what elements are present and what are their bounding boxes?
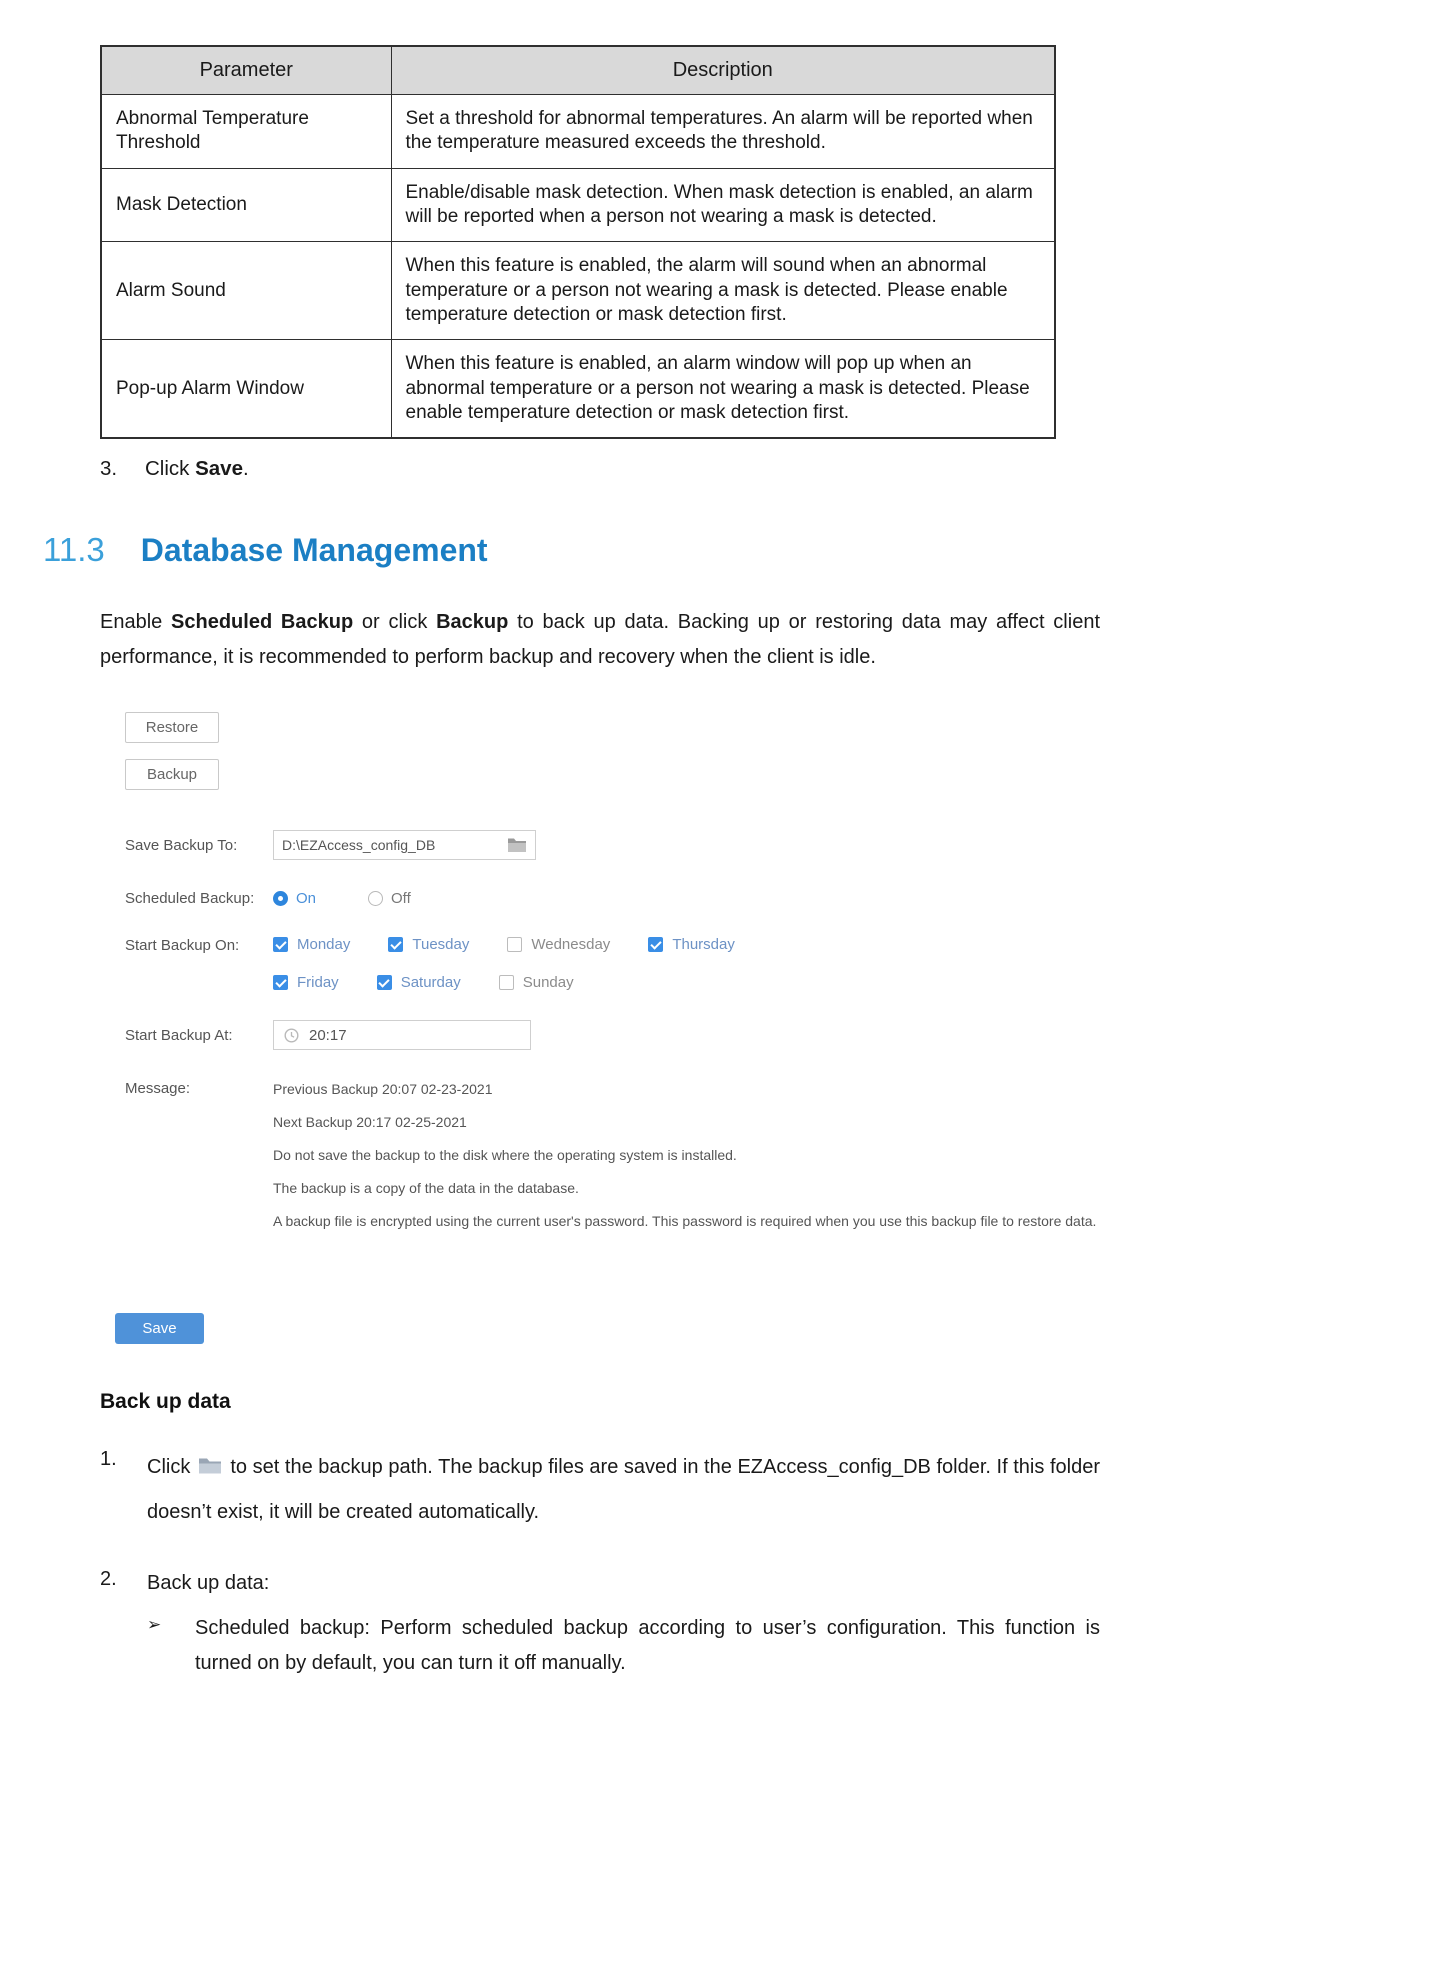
description-cell: When this feature is enabled, an alarm window will pop up when an abnormal temperature or a person not wearing a mask is detected. Please enable temperature detection or mask detection first. (391, 340, 1055, 438)
scheduled-backup-row (125, 889, 1100, 907)
backup-time-value: 20:17 (309, 1026, 347, 1044)
day-checkbox-thursday[interactable] (648, 936, 735, 953)
day-checkbox-monday[interactable] (273, 936, 350, 953)
checkbox-icon[interactable] (377, 975, 392, 990)
radio-off-icon[interactable] (368, 891, 383, 906)
message-label: Message: (125, 1080, 191, 1098)
message-line: Do not save the backup to the disk where the operating system is installed. (273, 1147, 737, 1164)
description-cell: Set a threshold for abnormal temperatures. An alarm will be reported when the temperature measured exceeds the threshold. (391, 95, 1055, 169)
checkbox-icon[interactable] (499, 975, 514, 990)
backup-data-heading: Back up data (100, 1390, 231, 1414)
start-backup-on-row (125, 936, 1100, 991)
clock-icon (284, 1028, 299, 1043)
parameter-cell: Abnormal Temperature Threshold (101, 95, 391, 169)
step-text-end: . (243, 457, 249, 481)
checkbox-icon[interactable] (273, 975, 288, 990)
parameter-cell: Pop-up Alarm Window (101, 340, 391, 438)
sub-list-item-1 (100, 1611, 1100, 1681)
save-button[interactable]: Save (115, 1313, 204, 1344)
intro-paragraph (100, 605, 1100, 674)
start-backup-at-label: Start Backup At: (125, 1027, 233, 1045)
message-lines (273, 1079, 1096, 1246)
day-checkbox-group (273, 936, 773, 991)
save-keyword: Save (195, 457, 243, 481)
backup-button[interactable]: Backup (125, 759, 219, 790)
section-number: 11.3 (43, 531, 105, 569)
description-cell: When this feature is enabled, the alarm will sound when an abnormal temperature or a person not wearing a mask is detected. Please enable temperature detection or mask detection first. (391, 242, 1055, 340)
table-row (101, 95, 1055, 169)
day-label: Friday (297, 974, 339, 992)
backup-settings-panel (125, 712, 1100, 1344)
intro-text: to back up data. Backing up or restoring data may affect client performance, it is recommended to perform backup and recovery when the client is idle. (100, 611, 1101, 668)
day-label: Saturday (400, 974, 461, 992)
list-item-text (147, 1446, 1100, 1534)
backup-keyword: Backup (436, 611, 509, 634)
radio-on-label: On (296, 889, 317, 907)
section-heading (43, 531, 1100, 569)
message-line: A backup file is encrypted using the current user's password. This password is required when you use this backup file to restore data. (273, 1213, 1097, 1230)
day-checkbox-tuesday[interactable] (388, 936, 469, 953)
save-backup-to-label: Save Backup To: (125, 837, 238, 855)
description-cell: Enable/disable mask detection. When mask detection is enabled, an alarm will be reported when a person not wearing a mask is detected. (391, 168, 1055, 242)
parameter-table (100, 45, 1056, 439)
checkbox-icon[interactable] (507, 937, 522, 952)
day-row-2 (273, 974, 773, 991)
day-label: Monday (297, 936, 351, 954)
step1-text-start: Click (147, 1456, 191, 1479)
step-number: 3. (100, 457, 118, 481)
day-checkbox-friday[interactable] (273, 974, 339, 991)
radio-off-label: Off (391, 889, 411, 907)
message-line: The backup is a copy of the data in the database. (273, 1180, 579, 1197)
scheduled-backup-off-radio[interactable] (368, 890, 411, 907)
message-row (125, 1079, 1100, 1246)
restore-button[interactable]: Restore (125, 712, 219, 743)
step-3 (100, 457, 1100, 481)
start-backup-at-row (125, 1020, 1100, 1050)
table-row (101, 340, 1055, 438)
day-checkbox-sunday[interactable] (499, 974, 574, 991)
folder-icon (198, 1448, 222, 1491)
scheduled-backup-keyword: Scheduled Backup (171, 611, 354, 634)
table-row (101, 242, 1055, 340)
day-row-1 (273, 936, 773, 953)
arrow-bullet-icon: ➢ (147, 1615, 162, 1635)
backup-time-input[interactable] (273, 1020, 531, 1050)
list-item-text: Back up data: (147, 1572, 270, 1595)
list-number: 2. (100, 1568, 117, 1591)
section-title: Database Management (140, 532, 488, 569)
step-text: Click (145, 457, 196, 481)
intro-text: or click (353, 611, 437, 634)
table-row (101, 168, 1055, 242)
list-item-1 (100, 1446, 1100, 1534)
intro-text: Enable (100, 611, 172, 634)
day-checkbox-wednesday[interactable] (507, 936, 610, 953)
day-label: Tuesday (412, 936, 470, 954)
table-header-row (101, 46, 1055, 95)
checkbox-icon[interactable] (273, 937, 288, 952)
checkbox-icon[interactable] (648, 937, 663, 952)
scheduled-backup-on-radio[interactable] (273, 890, 316, 907)
table-header-description: Description (391, 46, 1055, 95)
message-line: Previous Backup 20:07 02-23-2021 (273, 1081, 493, 1098)
day-label: Wednesday (531, 936, 611, 954)
checkbox-icon[interactable] (388, 937, 403, 952)
parameter-cell: Mask Detection (101, 168, 391, 242)
backup-path-value: D:\EZAccess_config_DB (282, 837, 436, 854)
start-backup-on-label: Start Backup On: (125, 937, 240, 955)
parameter-cell: Alarm Sound (101, 242, 391, 340)
list-number: 1. (100, 1448, 117, 1471)
step1-text-end: to set the backup path. The backup files are saved in the EZAccess_config_DB folder. If this folder doesn’t exist, it will be created automatically. (147, 1456, 1100, 1524)
table-header-parameter: Parameter (101, 46, 391, 95)
sub-item-text: Scheduled backup: Perform scheduled backup according to user’s configuration. This function is turned on by default, you can turn it off manually. (195, 1617, 1100, 1675)
scheduled-backup-label: Scheduled Backup: (125, 890, 255, 908)
backup-path-input[interactable] (273, 830, 536, 860)
day-label: Sunday (522, 974, 574, 992)
day-checkbox-saturday[interactable] (377, 974, 461, 991)
list-item-2 (100, 1566, 1100, 1601)
radio-on-icon[interactable] (273, 891, 288, 906)
save-backup-to-row (125, 830, 1100, 860)
message-line: Next Backup 20:17 02-25-2021 (273, 1114, 467, 1131)
day-label: Thursday (672, 936, 735, 954)
folder-icon[interactable] (507, 837, 527, 853)
